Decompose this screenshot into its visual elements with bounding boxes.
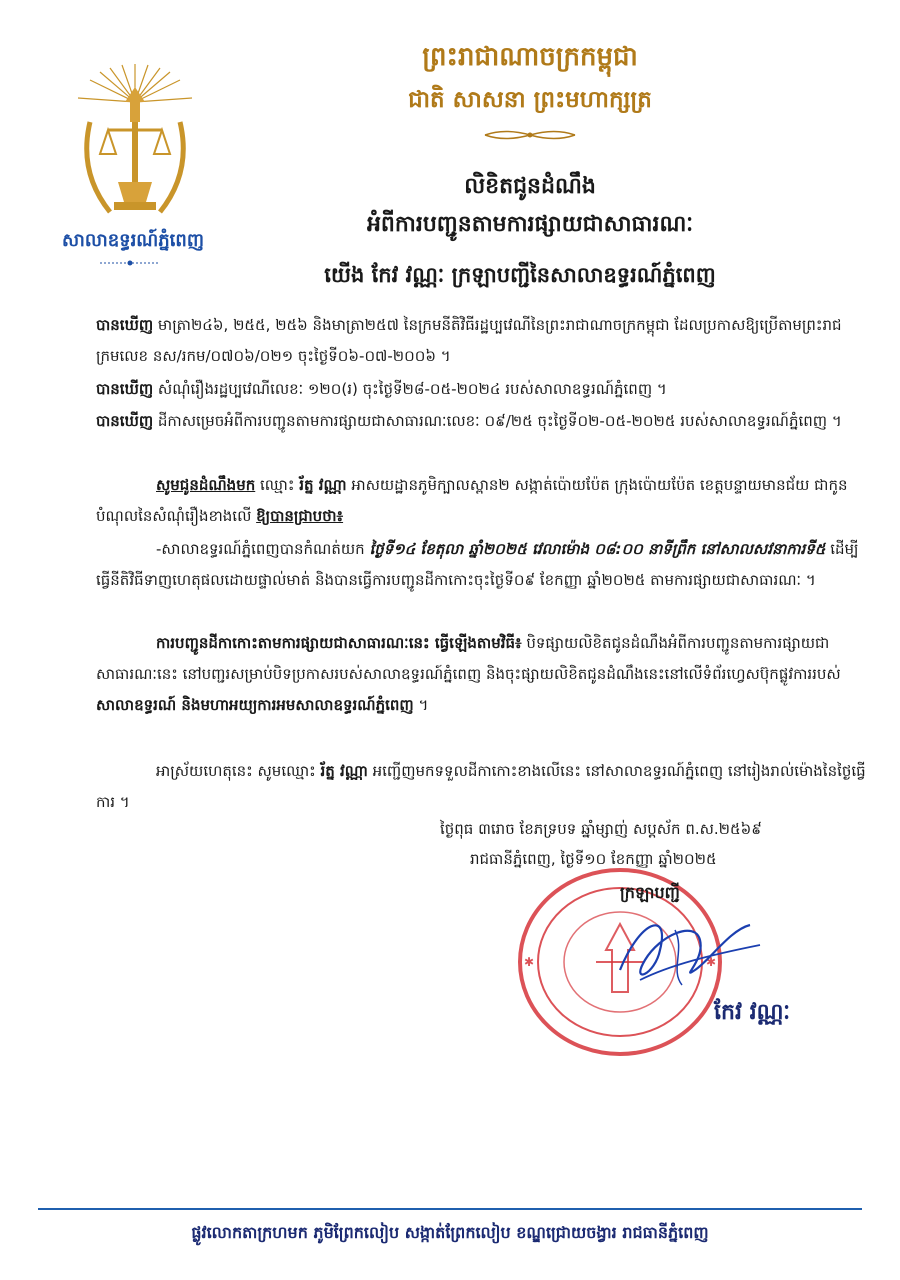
lunar-date: ថ្ងៃពុធ ៣រោច ខែភទ្របទ ឆ្នាំម្សាញ់ សប្តស័ក ព.ស.២៥៦៩ — [440, 820, 762, 838]
paragraph-text: ដើម្បីធ្វើនីតិវិធីទាញហេតុផលដោយផ្ទាល់មាត់ និងបានធ្វើការបញ្ជូនដីកាកោះចុះថ្ងៃទី០៩ ខែកញ្ញា ឆ្នាំ២០២៥ តាមការផ្សាយជាសាធារណៈ ។ — [96, 540, 859, 589]
inform-label: ឱ្យបានជ្រាបថា៖ — [256, 507, 344, 525]
paragraph-text: ។ — [413, 696, 429, 714]
national-motto: ជាតិ សាសនា ព្រះមហាក្សត្រ — [408, 87, 652, 113]
seen-label: បានឃើញ — [96, 380, 154, 398]
paragraph-text: សំណុំរឿងរដ្ឋប្បវេណីលេខៈ ១២០(រ) ចុះថ្ងៃទី២៨-០៥-២០២៤ របស់សាលាឧទ្ធរណ៍ភ្នំពេញ ។ — [153, 380, 667, 398]
court-name: សាលាឧទ្ធរណ៍ភ្នំពេញ — [62, 230, 204, 251]
paragraph-text: អញ្ជើញមកទទួលដីកាកោះខាងលើនេះ នៅសាលាឧទ្ធរណ៍ភ្នំពេញ នៅរៀងរាល់ម៉ោងនៃថ្ងៃធ្វើការ ។ — [96, 762, 866, 811]
method-label: ការបញ្ជូនដីកាកោះតាមការផ្សាយជាសាធារណៈនេះ ធ្វើឡើងតាមវិធី៖ — [156, 634, 522, 652]
paragraph-seen-1 — [96, 310, 866, 372]
seen-label: បានឃើញ — [96, 316, 154, 334]
paragraph-seen-2 — [96, 374, 866, 405]
paragraph-notice — [96, 470, 866, 532]
solar-date: រាជធានីភ្នំពេញ, ថ្ងៃទី១០ ខែកញ្ញា ឆ្នាំ២០២៥ — [470, 850, 717, 868]
footer-divider — [38, 1208, 862, 1210]
paragraph-text: -សាលាឧទ្ធរណ៍ភ្នំពេញបានកំណត់យក — [156, 540, 370, 558]
footer-address: ផ្លូវលោកតាក្រហមក ភូមិព្រែកលៀប សង្កាត់ព្រែកលៀប ខណ្ឌជ្រោយចង្វារ រាជធានីភ្នំពេញ — [191, 1223, 709, 1242]
debtor-name: រ័ត្ន វណ្ណា — [299, 476, 347, 494]
debtor-name: រ័ត្ន វណ្ណា — [320, 762, 368, 780]
document-title: លិខិតជូនដំណឹង — [464, 174, 596, 199]
motto-ornament-icon — [480, 128, 580, 142]
hearing-datetime: ថ្ងៃទី១៤ ខែតុលា ឆ្នាំ២០២៥ វេលាម៉ោង ០៨:០០ នាទីព្រឹក នៅសាលសវនាការទី៥ — [369, 540, 826, 558]
svg-text:✱: ✱ — [524, 955, 535, 969]
document-subtitle: អំពីការបញ្ជូនតាមការផ្សាយជាសាធារណៈ — [366, 212, 694, 237]
paragraph-text: ឈ្មោះ — [255, 476, 300, 494]
court-emblem-icon — [70, 62, 200, 237]
paragraph-text: អាស្រ័យហេតុនេះ សូមឈ្មោះ — [156, 762, 321, 780]
divider-ornament-icon — [100, 258, 160, 268]
paragraph-text: ដីកាសម្រេចអំពីការបញ្ជូនតាមការផ្សាយជាសាធារណៈលេខៈ ០៩/២៥ ចុះថ្ងៃទី០២-០៥-២០២៥ របស់សាលាឧទ្ធរណ៍ភ្នំពេញ ។ — [153, 412, 842, 430]
issuer-line: យើង កែវ វណ្ណៈ ក្រឡាបញ្ជីនៃសាលាឧទ្ធរណ៍ភ្នំពេញ — [324, 263, 716, 287]
paragraph-text: អាសយដ្ឋានភូមិក្បាលស្ពាន២ សង្កាត់ប៉ោយប៉ែត ក្រុងប៉ោយប៉ែត ខេត្តបន្ទាយមានជ័យ ជាកូនបំណុលនៃសំណុំរឿងខាងលើ — [96, 476, 848, 525]
paragraph-text: បិទផ្សាយលិខិតជូនដំណឹងអំពីការបញ្ជូនតាមការផ្សាយជាសាធារណៈនេះ នៅបញ្ជរសម្រាប់បិទប្រកាសរបស់សាលាឧទ្ធរណ៍ភ្នំពេញ និងចុះផ្សាយលិខិតជូនដំណឹងនេះនៅលើទំព័រហ្វេសប៊ុកផ្លូវការរបស់ — [96, 634, 841, 683]
signer-name: កែវ វណ្ណៈ — [714, 1000, 791, 1025]
paragraph-conclusion — [96, 756, 866, 818]
court-facebook-name: សាលាឧទ្ធរណ៍ និងមហាអយ្យការអមសាលាឧទ្ធរណ៍ភ្នំពេញ — [96, 696, 414, 714]
paragraph-text: មាត្រា២៤៦, ២៥៥, ២៥៦ និងមាត្រា២៥៧ នៃក្រមនីតិវិធីរដ្ឋប្បវេណីនៃព្រះរាជាណាចក្រកម្ពុជា ដែលប្រកាសឱ្យប្រើតាមព្រះរាជក្រមលេខ នស/រកម/០៧០៦/០២១ ចុះថ្ងៃទី០៦-០៧-២០០៦ ។ — [96, 316, 842, 365]
paragraph-seen-3 — [96, 406, 866, 437]
signature-icon — [600, 900, 770, 1000]
notice-label: សូមជូនដំណឹងមក — [156, 476, 256, 494]
signer-title: ក្រឡាបញ្ជី — [620, 883, 680, 902]
svg-text:✱: ✱ — [706, 955, 717, 969]
seen-label: បានឃើញ — [96, 412, 154, 430]
paragraph-hearing — [96, 534, 866, 596]
paragraph-method — [96, 628, 866, 721]
kingdom-heading: ព្រះរាជាណាចក្រកម្ពុជា — [422, 42, 638, 72]
